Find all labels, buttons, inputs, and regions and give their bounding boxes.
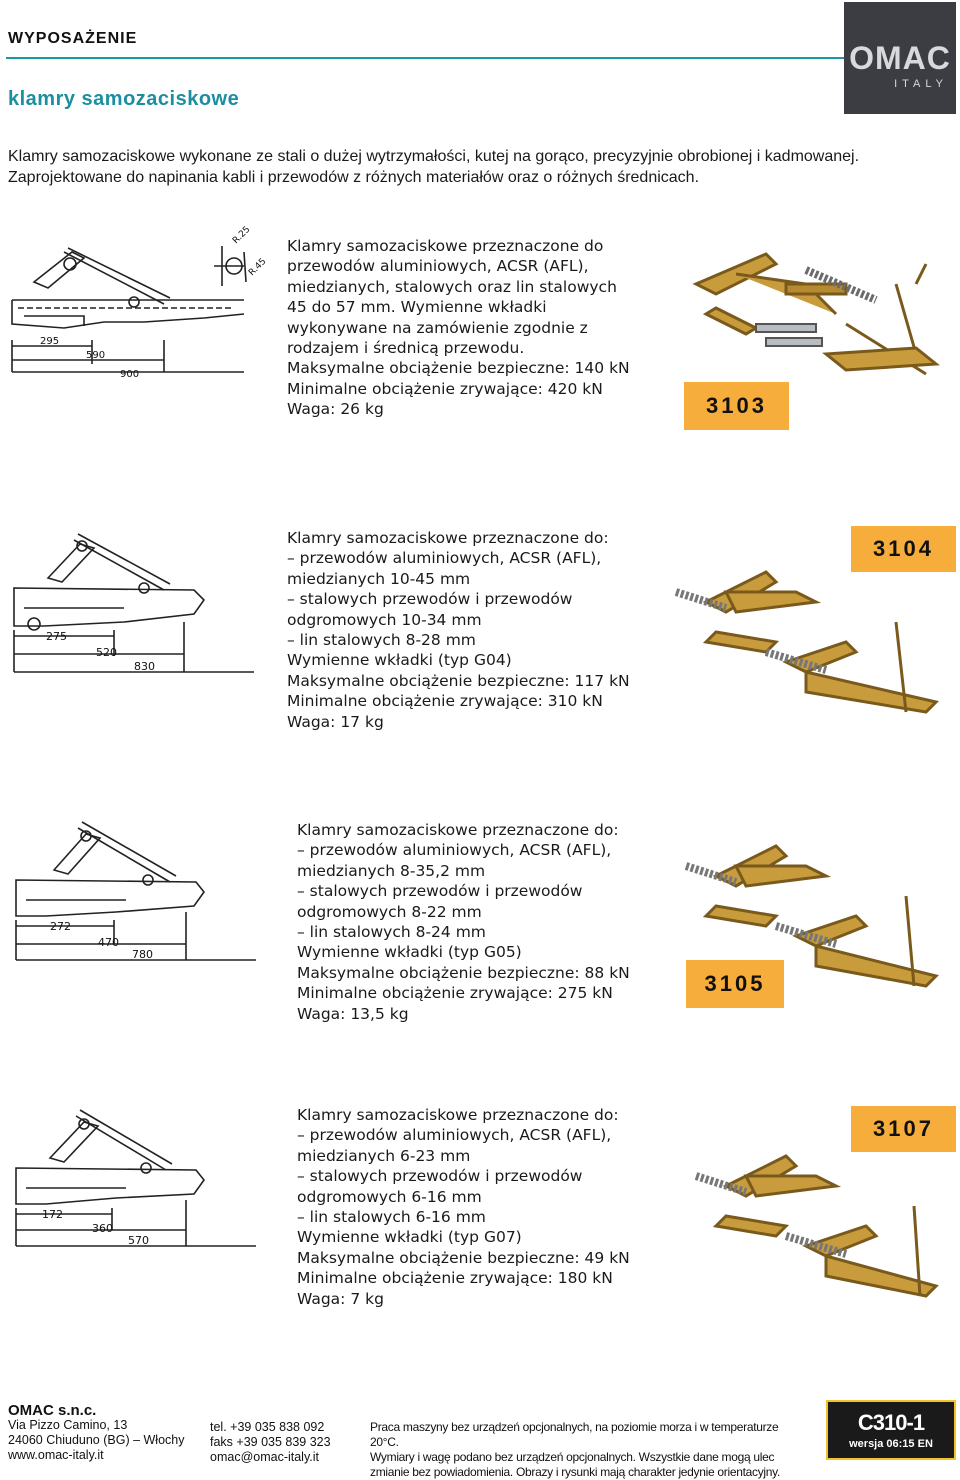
desc-line: Klamry samozaciskowe przeznaczone do <box>287 237 604 255</box>
product-description-3107 <box>297 1105 630 1309</box>
footer-disclaimer <box>370 1420 810 1480</box>
desc-line: – przewodów aluminiowych, ACSR (AFL), <box>297 841 612 860</box>
dim-label-1: 295 <box>40 336 60 347</box>
desc-line: Waga: 7 kg <box>297 1289 384 1308</box>
footer-note-line: Praca maszyny bez urządzeń opcjonalnych, na poziomie morza i w temperaturze 20°C. <box>370 1420 779 1449</box>
desc-line: miedzianych, stalowych oraz lin stalowych <box>287 277 617 296</box>
dim-label-3: 570 <box>128 1234 149 1247</box>
radius-label-2: R.45 <box>247 256 269 279</box>
desc-line: miedzianych 6-23 mm <box>297 1146 471 1165</box>
footer-contact-block <box>210 1420 331 1465</box>
footer-address-line: Via Pizzo Camino, 13 <box>8 1418 128 1432</box>
header-divider <box>6 57 844 59</box>
product-code-3107: 3107 <box>851 1106 956 1152</box>
desc-line: 45 do 57 mm. Wymienne wkładki <box>287 298 547 317</box>
dim-label-2: 590 <box>86 350 106 361</box>
desc-line: wykonywane na zamówienie zgodnie z <box>287 318 588 337</box>
desc-line: Waga: 13,5 kg <box>297 1004 409 1023</box>
product-description-3105 <box>297 820 630 1024</box>
dim-label-3: 830 <box>134 660 155 673</box>
product-code-3105: 3105 <box>686 960 784 1008</box>
footer-address-line: 24060 Chiuduno (BG) – Włochy <box>8 1433 185 1447</box>
technical-drawing-3105 <box>6 820 278 970</box>
desc-line: odgromowych 10-34 mm <box>287 610 482 629</box>
product-description-3104 <box>287 528 630 732</box>
technical-drawing-3103 <box>4 222 276 382</box>
desc-line: – przewodów aluminiowych, ACSR (AFL), <box>297 1126 612 1145</box>
footer-fax: faks +39 035 839 323 <box>210 1435 331 1449</box>
desc-line: Maksymalne obciążenie bezpieczne: 117 kN <box>287 671 630 690</box>
desc-line: rodzajem i średnicą przewodu. <box>287 338 525 357</box>
desc-line: – przewodów aluminiowych, ACSR (AFL), <box>287 549 602 568</box>
desc-line: – stalowych przewodów i przewodów <box>287 590 573 609</box>
header-category: WYPOSAŻENIE <box>8 30 138 47</box>
footer-note-line: Wymiary i wagę podano bez urządzeń opcjonalnych. Wszystkie dane mogą ulec <box>370 1450 775 1464</box>
logo-country: ITALY <box>894 78 948 90</box>
footer-email[interactable]: omac@omac-italy.it <box>210 1450 320 1464</box>
desc-line: Wymienne wkładki (typ G04) <box>287 651 512 670</box>
desc-line: odgromowych 6-16 mm <box>297 1187 482 1206</box>
desc-line: miedzianych 8-35,2 mm <box>297 861 486 880</box>
desc-line: Waga: 26 kg <box>287 400 384 419</box>
desc-line: Maksymalne obciążenie bezpieczne: 140 kN <box>287 359 630 378</box>
desc-line: Minimalne obciążenie zrywające: 275 kN <box>297 984 613 1003</box>
product-photo-3103 <box>676 244 956 394</box>
desc-line: Klamry samozaciskowe przeznaczone do: <box>287 529 609 547</box>
technical-drawing-3104 <box>4 530 276 680</box>
desc-line: Minimalne obciążenie zrywające: 420 kN <box>287 379 603 398</box>
desc-line: – lin stalowych 6-16 mm <box>297 1207 486 1226</box>
intro-paragraph: Klamry samozaciskowe wykonane ze stali o dużej wytrzymałości, kutej na gorąco, precyzyjnie obrobionej i kadmowanej. Zaprojektowane do napinania kabli i przewodów z różnych materiałów oraz o różnych średnicach. <box>8 148 860 186</box>
product-description-3103 <box>287 236 630 420</box>
radius-label-1: R.25 <box>231 224 253 247</box>
dim-label-3: 900 <box>120 369 140 380</box>
desc-line: Minimalne obciążenie zrywające: 310 kN <box>287 692 603 711</box>
desc-line: Maksymalne obciążenie bezpieczne: 49 kN <box>297 1248 630 1267</box>
dim-label-2: 520 <box>96 646 117 659</box>
footer-phone: tel. +39 035 838 092 <box>210 1420 325 1434</box>
section-title: klamry samozaciskowe <box>8 88 240 110</box>
document-code-box <box>826 1400 956 1460</box>
dim-label-3: 780 <box>132 948 153 961</box>
footer-website[interactable]: www.omac-italy.it <box>8 1448 104 1462</box>
desc-line: – lin stalowych 8-24 mm <box>297 922 486 941</box>
desc-line: Wymienne wkładki (typ G05) <box>297 943 522 962</box>
desc-line: przewodów aluminiowych, ACSR (AFL), <box>287 257 589 276</box>
desc-line: – stalowych przewodów i przewodów <box>297 1167 583 1186</box>
omac-logo <box>844 2 956 114</box>
desc-line: Klamry samozaciskowe przeznaczone do: <box>297 821 619 839</box>
technical-drawing-3107 <box>6 1106 278 1256</box>
footer-note-line: zmianie bez powiadomienia. Obrazy i rysunki mają charakter jedynie orientacyjny. <box>370 1465 780 1479</box>
product-photo-3104 <box>666 562 956 732</box>
desc-line: – stalowych przewodów i przewodów <box>297 882 583 901</box>
desc-line: Wymienne wkładki (typ G07) <box>297 1228 522 1247</box>
desc-line: odgromowych 8-22 mm <box>297 902 482 921</box>
desc-line: Klamry samozaciskowe przeznaczone do: <box>297 1106 619 1124</box>
document-code: C310-1 <box>857 1410 925 1435</box>
footer-address-block <box>8 1403 184 1463</box>
logo-brand: OMAC <box>849 40 951 76</box>
footer-company: OMAC s.n.c. <box>8 1402 97 1419</box>
desc-line: Waga: 17 kg <box>287 712 384 731</box>
product-code-3103: 3103 <box>684 382 789 430</box>
dim-label-1: 172 <box>42 1208 63 1221</box>
dim-label-2: 360 <box>92 1222 113 1235</box>
dim-label-1: 275 <box>46 630 67 643</box>
dim-label-2: 470 <box>98 936 119 949</box>
document-version: wersja 06:15 EN <box>849 1438 933 1450</box>
desc-line: – lin stalowych 8-28 mm <box>287 630 476 649</box>
dim-label-1: 272 <box>50 920 71 933</box>
desc-line: Maksymalne obciążenie bezpieczne: 88 kN <box>297 963 630 982</box>
desc-line: Minimalne obciążenie zrywające: 180 kN <box>297 1269 613 1288</box>
product-code-3104: 3104 <box>851 526 956 572</box>
desc-line: miedzianych 10-45 mm <box>287 569 471 588</box>
product-photo-3107 <box>666 1146 956 1316</box>
